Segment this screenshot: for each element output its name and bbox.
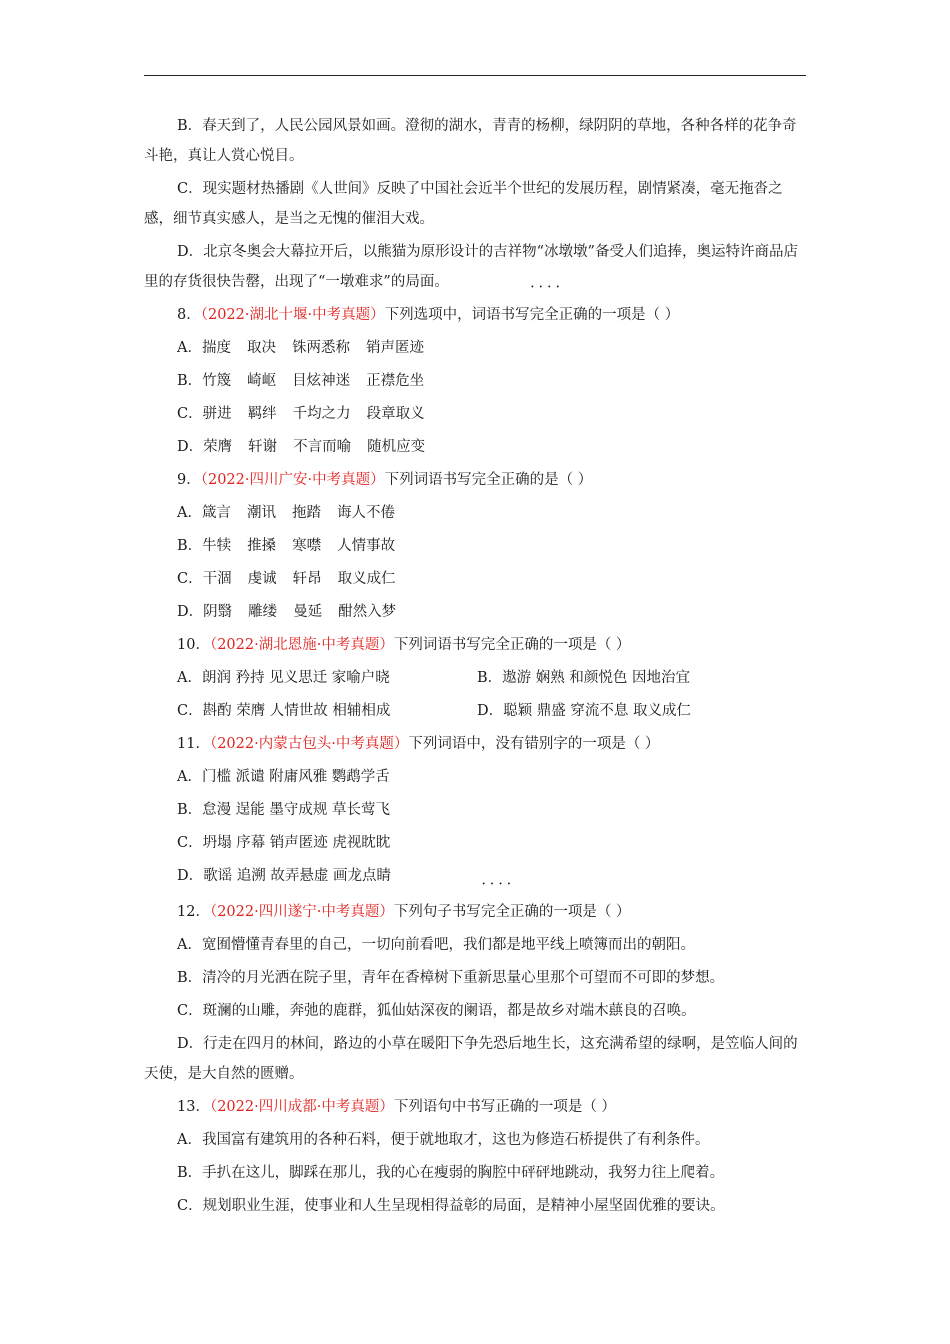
q8-option-b: B．竹篾 崎岖 目炫神迷 正襟危坐 [177,373,425,389]
q11-stem-text: 下列词语中，没有错别字的一项是（ ） [408,736,660,752]
q12-option-b: B．清冷的月光洒在院子里，青年在香樟树下重新思量心里那个可望而不可即的梦想。 [177,970,725,986]
q10-source: （2022·湖北恩施·中考真题） [209,637,394,653]
q9-option-a: A．箴言 潮讯 拖踏 诲人不倦 [177,505,395,521]
q8-stem-post: 的一项是（ ） [587,307,680,323]
q12-stem-post: 的一项是（ ） [538,904,631,920]
q7-option-c: C．现实题材热播剧《人世间》反映了中国社会近半个世纪的发展历程，剧情紧凑，毫无拖沓之感，细节真实感人，是当之无愧的催泪大戏。 [144,181,783,227]
q8-option-a: A．揣度 取决 铢两悉称 销声匿迹 [177,340,424,356]
q12-stem [144,896,806,929]
q10-option-c: C．斟酌 荣膺 人情世故 相辅相成 [177,703,391,719]
q10-options-row-2 [144,695,806,728]
q10-options-row-1 [144,662,806,695]
q9-stem-text: 下列词语书写完全正确的是（ ） [384,472,593,488]
q9-stem [144,464,806,497]
q8-option-c: C．骈进 羁绊 千均之力 段章取义 [177,406,425,422]
q12-stem-pre: 下列句子书写 [393,904,481,920]
q12-source: （2022·四川遂宁·中考真题） [209,904,394,920]
q13-stem-text: 下列语句中书写正确的一项是（ ） [393,1099,616,1115]
q12-emphasis: • • • • 完全正确 [481,896,539,929]
q8-number: 8． [177,307,201,323]
q12-option-a: A．宽囿懵懂青春里的自己，一切向前看吧，我们都是地平线上喷簿而出的朝阳。 [177,937,695,953]
q13-source: （2022·四川成都·中考真题） [209,1099,394,1115]
q11-option-a: A．门槛 派谴 附庸风雅 鹦鹉学舌 [177,769,390,785]
q8-emphasis: • • • • 完全正确 [530,299,588,332]
q10-option-b: B．遨游 娴熟 和颜悦色 因地治宜 [477,670,690,686]
q11-number: 11． [177,736,210,752]
q13-number: 13． [177,1099,210,1115]
q9-option-d: D．阴翳 雕缕 曼延 酣然入梦 [177,604,397,620]
q11-source: （2022·内蒙古包头·中考真题） [209,736,409,752]
q10-stem [144,629,806,662]
q8-stem-pre: 下列选项中，词语书写 [384,307,530,323]
q12-option-d: D．行走在四月的林间，路边的小草在暖阳下争先恐后地生长，这充满希望的绿啊，是笠临人间的天使，是大自然的匮赠。 [144,1036,798,1082]
q11-option-d: D．歌谣 追溯 故弄悬虚 画龙点睛 [177,868,391,884]
q9-option-c: C．干涸 虔诚 轩昂 取义成仁 [177,571,396,587]
q8-stem [144,299,806,332]
q10-stem-text: 下列词语书写完全正确的一项是（ ） [393,637,631,653]
q7-option-d: D．北京冬奥会大幕拉开后，以熊猫为原形设计的吉祥物“冰墩墩”备受人们追捧，奥运特许商品店里的存货很快告罄，出现了“一墩难求”的局面。 [144,244,798,290]
q8-option-d: D．荣膺 轩谢 不言而喻 随机应变 [177,439,426,455]
q13-stem [144,1091,806,1124]
q12-number: 12． [177,904,210,920]
q11-option-c: C．坍塌 序幕 销声匿迹 虎视眈眈 [177,835,391,851]
q7-option-b: B．春天到了，人民公园风景如画。澄彻的湖水，青青的杨柳，绿阴阴的草地，各种各样的花争奇斗艳，真让人赏心悦目。 [144,118,797,164]
q11-option-b: B．怠漫 逞能 墨守成规 草长莺飞 [177,802,390,818]
q8-source: （2022·湖北十堰·中考真题） [200,307,385,323]
q13-option-c: C．规划职业生涯，使事业和人生呈现相得益彰的局面，是精神小屋坚固优雅的要诀。 [177,1198,725,1214]
q9-option-b: B．牛犊 推搡 寒噤 人情事故 [177,538,396,554]
q9-source: （2022·四川广安·中考真题） [200,472,385,488]
q9-number: 9． [177,472,201,488]
q12-option-c: C．斑澜的山雕，奔弛的鹿群，狐仙姑深夜的阑语，都是故乡对端木蕻良的召唤。 [177,1003,696,1019]
q13-option-a: A．我国富有建筑用的各种石料，便于就地取才，这也为修造石桥提供了有利条件。 [177,1132,710,1148]
q13-option-b: B．手扒在这儿，脚踩在那儿，我的心在瘦弱的胸腔中砰砰地跳动，我努力往上爬着。 [177,1165,725,1181]
q10-number: 10． [177,637,210,653]
q10-option-d: D．聪颖 鼎盛 穿流不息 取义成仁 [477,703,691,719]
document-body [144,110,806,1223]
q11-stem [144,728,806,761]
header-rule [144,75,806,76]
q10-option-a: A．朗润 矜持 见义思迁 家喻户晓 [177,670,390,686]
